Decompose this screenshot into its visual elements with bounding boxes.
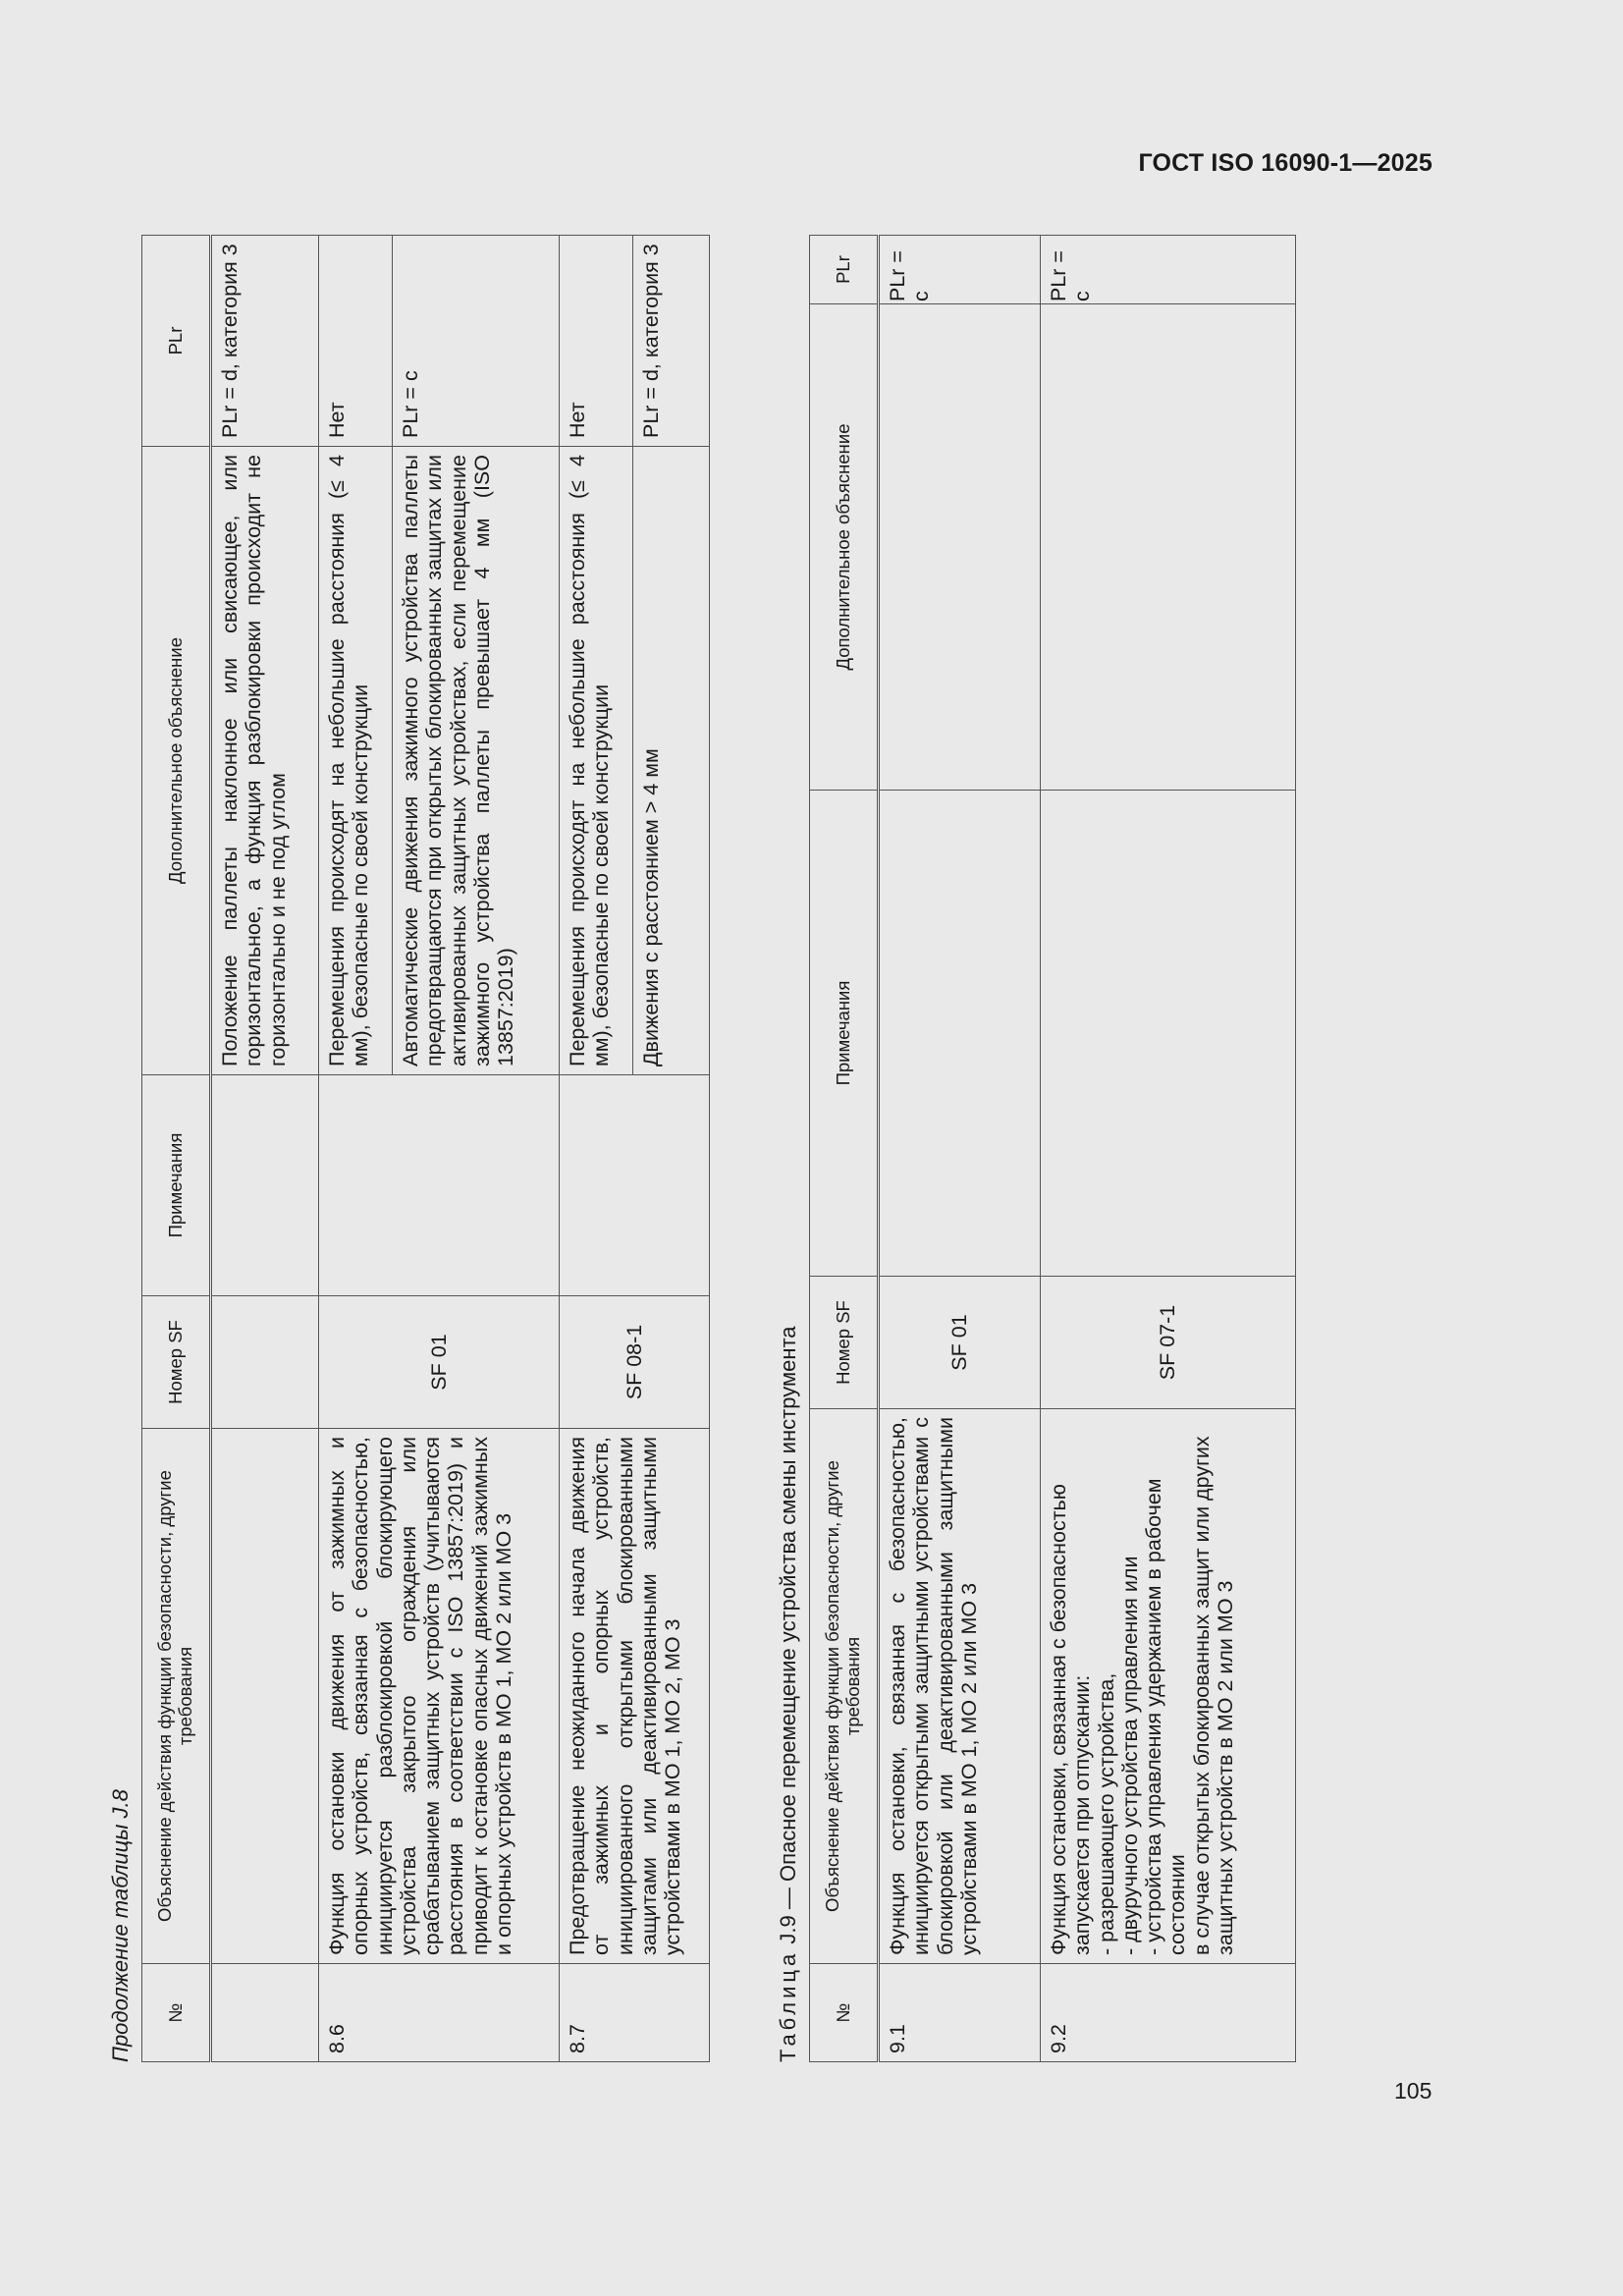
column-header-plr: PLr [810, 236, 879, 304]
column-header-notes: Примечания [810, 791, 879, 1277]
row-number: 9.1 [879, 1964, 1041, 2062]
column-header-sf: Номер SF [810, 1277, 879, 1409]
table [809, 235, 1296, 2062]
table-row [1041, 236, 1296, 2062]
description-cell: Предотвращение неожиданного начала движения от зажимных и опорных устройств, инициированного открытыми блокированными защитами или деактивированными защитными устройствами в МО 1, МО 2, МО 3 [560, 1429, 710, 1964]
row-number: 8.6 [319, 1964, 560, 2062]
plr-cell: Нет [560, 236, 633, 447]
sf-cell: SF 01 [879, 1277, 1041, 1409]
table-j8-continued [108, 236, 710, 2062]
additional-cell: Перемещения происходят на небольшие расстояния (≤ 4 мм), безопасные по своей конструкции [560, 447, 633, 1075]
table-caption-label: Таблица [776, 1949, 800, 2062]
row-number: 9.2 [1041, 1964, 1296, 2062]
table-row [211, 236, 319, 2062]
table-row [319, 236, 393, 2062]
description-line: - разрешающего устройства, [1094, 1672, 1118, 1955]
sf-cell: SF 07-1 [1041, 1277, 1296, 1409]
column-header-additional: Дополнительное объяснение [142, 447, 211, 1075]
column-header-plr: PLr [142, 236, 211, 447]
plr-cell: PLr = c [879, 236, 1041, 304]
additional-cell [879, 304, 1041, 791]
plr-cell: PLr = d, категория 3 [633, 236, 710, 447]
additional-cell: Перемещения происходят на небольшие расстояния (≤ 4 мм), безопасные по своей конструкции [319, 447, 393, 1075]
column-header-description: Объяснение действия функции безопасности, другие требования [810, 1409, 879, 1964]
column-header-additional: Дополнительное объяснение [810, 304, 879, 791]
plr-cell: PLr = c [393, 236, 560, 447]
table-caption-text: J.9 — Опасное перемещение устройства смены инструмента [776, 1326, 800, 1944]
table-row [560, 236, 633, 2062]
description-line: Функция остановки, связанная с безопасностью запускается при отпускании: [1047, 1484, 1095, 1955]
description-cell: Функция остановки движения от зажимных и опорных устройств, связанная с безопасностью, инициируется разблокировкой блокирующего устройства закрытого ограждения или срабатыванием защитных устройств (учитываются расстояния в соответствии с ISO 13857:2019) и приводит к остановке опасных движений зажимных и опорных устройств в МО 1, МО 2 или МО 3 [319, 1429, 560, 1964]
column-header-no: № [142, 1964, 211, 2062]
description-line: в случае открытых блокированных защит или других защитных устройств в МО 2 или МО 3 [1189, 1436, 1237, 1955]
column-header-description: Объяснение действия функции безопасности, другие требования [142, 1429, 211, 1964]
plr-cell: PLr = d, категория 3 [211, 236, 319, 447]
description-cell [1041, 1409, 1296, 1964]
document-header: ГОСТ ISO 16090-1—2025 [1138, 149, 1433, 177]
description-line: - устройства управления удержанием в рабочем состоянии [1142, 1478, 1190, 1955]
row-number: 8.7 [560, 1964, 710, 2062]
column-header-sf: Номер SF [142, 1296, 211, 1429]
additional-cell [1041, 304, 1296, 791]
column-header-no: № [810, 1964, 879, 2062]
table [141, 235, 710, 2062]
sf-cell: SF 01 [319, 1296, 560, 1429]
sf-cell: SF 08-1 [560, 1296, 710, 1429]
table-row [879, 236, 1041, 2062]
notes-cell [879, 791, 1041, 1277]
notes-cell [1041, 791, 1296, 1277]
additional-cell: Автоматические движения зажимного устройства паллеты предотвращаются при открытых блокированных защитах или активированных защитных устройствах, если перемещение зажимного устройства паллеты превышает 4 мм (ISO 13857:2019) [393, 447, 560, 1075]
description-line: - двуручного устройства управления или [1117, 1556, 1142, 1955]
table-j9 [776, 236, 1296, 2062]
plr-cell: Нет [319, 236, 393, 447]
page-number: 105 [1394, 2078, 1433, 2104]
additional-cell: Положение паллеты наклонное или свисающее, или горизонтальное, а функция разблокировки происходит не горизонтально и не под углом [211, 447, 319, 1075]
description-cell: Функция остановки, связанная с безопасностью, инициируется открытыми защитными устройствами с блокировкой или деактивированными защитными устройствами в МО 1, МО 2 или МО 3 [879, 1409, 1041, 1964]
table-caption: Продолжение таблицы J.8 [108, 1789, 133, 2062]
notes-cell [560, 1075, 710, 1296]
column-header-notes: Примечания [142, 1075, 211, 1296]
additional-cell: Движения с расстоянием > 4 мм [633, 447, 710, 1075]
table-caption [776, 236, 809, 2062]
notes-cell [319, 1075, 560, 1296]
plr-cell: PLr = c [1041, 236, 1296, 304]
